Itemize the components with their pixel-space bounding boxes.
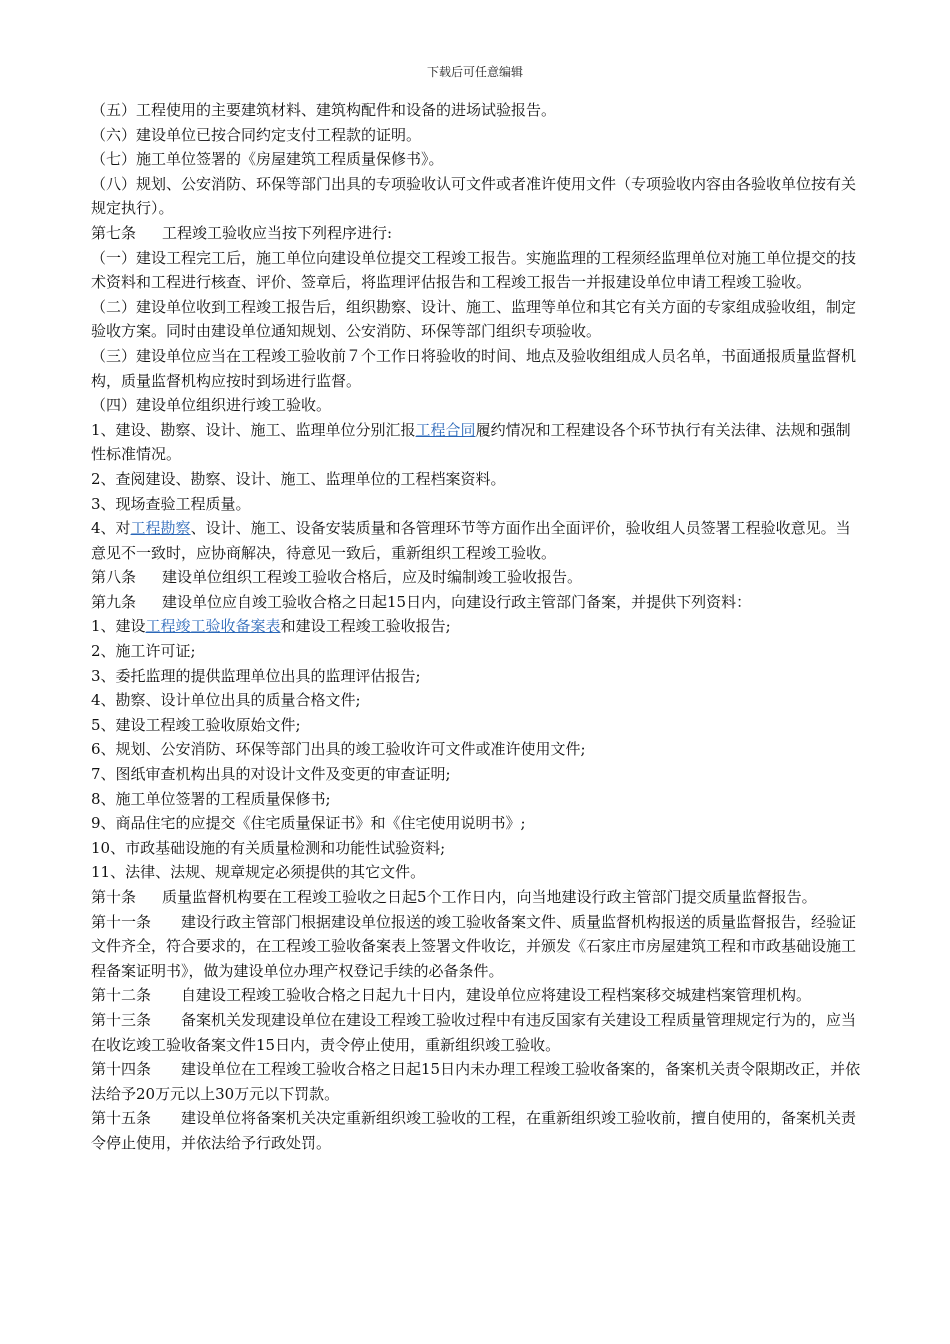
article-number: 第十五条 [91, 1109, 152, 1128]
paragraph: （七）施工单位签署的《房屋建筑工程质量保修书》。 [91, 150, 444, 169]
article-number: 第七条 [91, 223, 137, 242]
paragraph: （五）工程使用的主要建筑材料、建筑构配件和设备的进场试验报告。 [91, 101, 557, 119]
text-before-link: 4、对 [91, 519, 131, 538]
paragraph: （二）建设单位收到工程竣工报告后，组织勘察、设计、施工、监理等单位和其它有关方面的专家组成验收组，制定验收方案。同时由建设单位通知规划、公安消防、环保等部门组织专项验收。 [91, 297, 857, 341]
paragraph [91, 1008, 861, 1057]
paragraph: 4、勘察、设计单位出具的质量合格文件; [91, 691, 361, 710]
article-text: 质量监督机构要在工程竣工验收之日起5个工作日内，向当地建设行政主管部门提交质量监督报告。 [162, 888, 817, 906]
paragraph: 11、法律、法规、规章规定必须提供的其它文件。 [91, 863, 426, 882]
article-text: 建设单位将备案机关决定重新组织竣工验收的工程，在重新组织竣工验收前，擅自使用的，备案机关责令停止使用，并依法给予行政处罚。 [91, 1109, 857, 1152]
paragraph [91, 983, 861, 1008]
paragraph: （一）建设工程完工后，施工单位向建设单位提交工程竣工报告。实施监理的工程须经监理单位对施工单位提交的技术资料和工程进行核查、评价、签章后，将监理评估报告和工程竣工报告一并报建设单位申请工程竣工验收。 [91, 248, 857, 292]
article-text: 建设行政主管部门根据建设单位报送的竣工验收备案文件、质量监督机构报送的质量监督报告，经验证文件齐全，符合要求的，在工程竣工验收备案表上签署文件收讫，并颁发《石家庄市房屋建筑工程和市政基础设施工程备案证明书》，做为建设单位办理产权登记手续的必备条件。 [91, 912, 857, 980]
text-before-link: 1、建设 [91, 617, 146, 636]
article-number: 第十条 [91, 888, 137, 906]
paragraph: 10、市政基础设施的有关质量检测和功能性试验资料; [91, 838, 446, 857]
paragraph: （六）建设单位已按合同约定支付工程款的证明。 [91, 125, 422, 144]
paragraph [91, 614, 861, 639]
article-number: 第十一条 [91, 912, 152, 931]
article-text: 自建设工程竣工验收合格之日起九十日内，建设单位应将建设工程档案移交城建档案管理机构。 [181, 986, 812, 1005]
paragraph [91, 1106, 861, 1155]
article-number: 第十四条 [91, 1060, 152, 1079]
text-before-link: 1、建设、勘察、设计、施工、监理单位分别汇报 [91, 420, 416, 439]
article-text: 备案机关发现建设单位在建设工程竣工验收过程中有违反国家有关建设工程质量管理规定行为的，应当在收讫竣工验收备案文件15日内，责令停止使用，重新组织竣工验收。 [91, 1010, 857, 1054]
paragraph [91, 516, 861, 565]
paragraph: 2、施工许可证; [91, 642, 196, 661]
paragraph: 8、施工单位签署的工程质量保修书; [91, 789, 331, 808]
text-after-link: 和建设工程竣工验收报告; [280, 617, 451, 636]
paragraph [91, 565, 861, 590]
paragraph: 2、查阅建设、勘察、设计、施工、监理单位的工程档案资料。 [91, 469, 506, 488]
hyperlink[interactable]: 工程勘察 [130, 519, 191, 538]
paragraph [91, 1057, 861, 1106]
article-number: 第十二条 [91, 986, 152, 1005]
paragraph [91, 221, 861, 246]
article-number: 第八条 [91, 568, 137, 587]
paragraph: 7、图纸审查机构出具的对设计文件及变更的审查证明; [91, 765, 451, 784]
paragraph: （八）规划、公安消防、环保等部门出具的专项验收认可文件或者准许使用文件（专项验收内容由各验收单位按有关规定执行）。 [91, 174, 857, 218]
paragraph: 5、建设工程竣工验收原始文件; [91, 715, 301, 734]
paragraph [91, 418, 861, 467]
paragraph: （三）建设单位应当在工程竣工验收前７个工作日将验收的时间、地点及验收组组成人员名单，书面通报质量监督机构，质量监督机构应按时到场进行监督。 [91, 346, 857, 390]
article-number: 第九条 [91, 592, 137, 611]
paragraph: 9、商品住宅的应提交《住宅质量保证书》和《住宅使用说明书》; [91, 814, 526, 833]
article-text: 建设单位在工程竣工验收合格之日起15日内未办理工程竣工验收备案的，备案机关责令限期改正，并依法给予20万元以上30万元以下罚款。 [91, 1060, 861, 1103]
article-text: 建设单位组织工程竣工验收合格后，应及时编制竣工验收报告。 [162, 568, 583, 587]
text-after-link: 履约情况和工程建设各个环节执行有关法律、法规和强制性标准情况。 [91, 420, 851, 464]
paragraph: 6、规划、公安消防、环保等部门出具的竣工验收许可文件或准许使用文件; [91, 740, 586, 759]
hyperlink[interactable]: 工程合同 [415, 420, 476, 439]
page-header: 下载后可任意编辑 [426, 65, 523, 79]
article-number: 第十三条 [91, 1010, 152, 1029]
paragraph [91, 590, 861, 615]
article-text: 工程竣工验收应当按下列程序进行: [162, 223, 393, 242]
paragraph: （四）建设单位组织进行竣工验收。 [91, 396, 332, 415]
article-text: 建设单位应自竣工验收合格之日起15日内，向建设行政主管部门备案，并提供下列资料： [162, 592, 752, 611]
document-body [91, 98, 861, 1156]
hyperlink[interactable]: 工程竣工验收备案表 [145, 617, 281, 636]
text-after-link: 、设计、施工、设备安装质量和各管理环节等方面作出全面评价，验收组人员签署工程验收意见。当意见不一致时，应协商解决，待意见一致后，重新组织工程竣工验收。 [91, 519, 851, 562]
paragraph [91, 885, 861, 910]
paragraph: 3、现场查验工程质量。 [91, 494, 251, 513]
paragraph [91, 910, 861, 984]
paragraph: 3、委托监理的提供监理单位出具的监理评估报告; [91, 666, 421, 685]
